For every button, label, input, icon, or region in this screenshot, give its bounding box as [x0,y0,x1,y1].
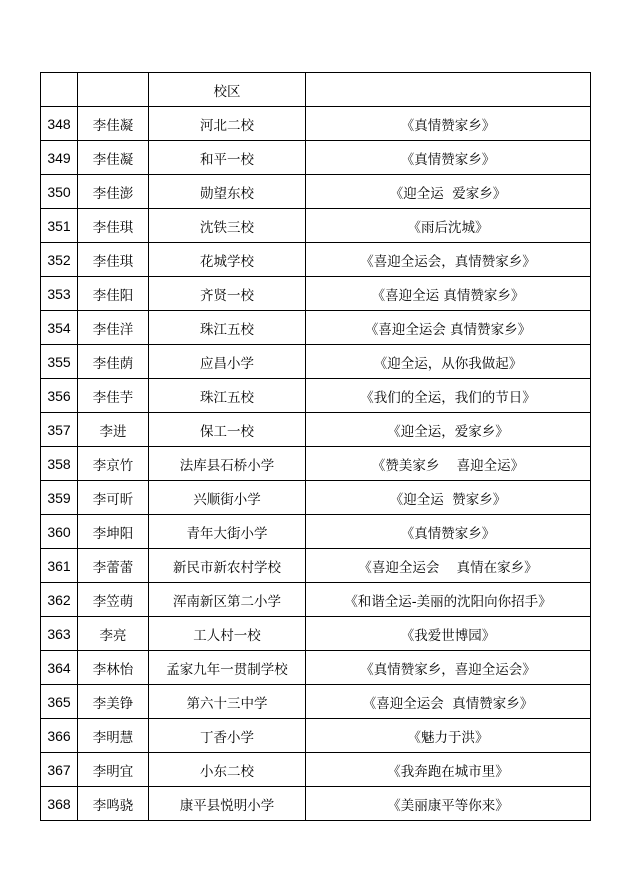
entry-title: 《魅力于洪》 [306,719,591,753]
student-name: 李鸣骁 [78,787,149,821]
entry-title: 《喜迎全运会，真情赞家乡》 [306,243,591,277]
student-name: 李明宜 [78,753,149,787]
school-name: 工人村一校 [149,617,306,651]
row-number: 359 [41,481,78,515]
student-name: 李亮 [78,617,149,651]
row-number: 364 [41,651,78,685]
student-name: 李佳凝 [78,141,149,175]
header-no [41,73,78,107]
table-row [41,515,591,549]
school-name: 珠江五校 [149,311,306,345]
school-name: 保工一校 [149,413,306,447]
school-name: 小东二校 [149,753,306,787]
entry-title: 《喜迎全运 真情赞家乡》 [306,277,591,311]
table-row [41,583,591,617]
student-name: 李坤阳 [78,515,149,549]
row-number: 351 [41,209,78,243]
row-number: 360 [41,515,78,549]
entry-title: 《真情赞家乡》 [306,515,591,549]
header-name [78,73,149,107]
school-name: 青年大街小学 [149,515,306,549]
row-number: 357 [41,413,78,447]
student-name: 李美铮 [78,685,149,719]
table-row [41,719,591,753]
table-row [41,379,591,413]
entries-table [40,72,591,821]
entry-title: 《迎全运 爱家乡》 [306,175,591,209]
student-name: 李林怡 [78,651,149,685]
school-name: 法库县石桥小学 [149,447,306,481]
table-row [41,481,591,515]
entry-title: 《美丽康平等你来》 [306,787,591,821]
table-row [41,209,591,243]
school-name: 浑南新区第二小学 [149,583,306,617]
header-school: 校区 [149,73,306,107]
student-name: 李佳洋 [78,311,149,345]
student-name: 李蕾蕾 [78,549,149,583]
entry-title: 《我们的全运，我们的节日》 [306,379,591,413]
row-number: 362 [41,583,78,617]
entry-title: 《喜迎全运会 真情赞家乡》 [306,685,591,719]
table-row [41,617,591,651]
row-number: 350 [41,175,78,209]
table-row [41,107,591,141]
entry-title: 《真情赞家乡，喜迎全运会》 [306,651,591,685]
entry-title: 《我奔跑在城市里》 [306,753,591,787]
row-number: 363 [41,617,78,651]
entry-title: 《迎全运 赞家乡》 [306,481,591,515]
student-name: 李佳琪 [78,243,149,277]
table-row [41,549,591,583]
student-name: 李笠萌 [78,583,149,617]
row-number: 353 [41,277,78,311]
school-name: 花城学校 [149,243,306,277]
header-title [306,73,591,107]
row-number: 352 [41,243,78,277]
row-number: 365 [41,685,78,719]
table-row [41,651,591,685]
table-row [41,141,591,175]
school-name: 第六十三中学 [149,685,306,719]
school-name: 河北二校 [149,107,306,141]
table-row [41,311,591,345]
school-name: 勋望东校 [149,175,306,209]
school-name: 应昌小学 [149,345,306,379]
entry-title: 《喜迎全运会 真情赞家乡》 [306,311,591,345]
header-row [41,73,591,107]
entry-title: 《真情赞家乡》 [306,141,591,175]
entry-title: 《我爱世博园》 [306,617,591,651]
row-number: 348 [41,107,78,141]
entry-title: 《真情赞家乡》 [306,107,591,141]
school-name: 沈铁三校 [149,209,306,243]
school-name: 和平一校 [149,141,306,175]
entry-title: 《迎全运，从你我做起》 [306,345,591,379]
table-row [41,175,591,209]
table-row [41,685,591,719]
student-name: 李佳芋 [78,379,149,413]
entry-title: 《和谐全运-美丽的沈阳向你招手》 [306,583,591,617]
table-row [41,753,591,787]
student-name: 李佳荫 [78,345,149,379]
student-name: 李可昕 [78,481,149,515]
row-number: 368 [41,787,78,821]
row-number: 361 [41,549,78,583]
row-number: 356 [41,379,78,413]
row-number: 366 [41,719,78,753]
student-name: 李明慧 [78,719,149,753]
school-name: 齐贤一校 [149,277,306,311]
row-number: 367 [41,753,78,787]
school-name: 孟家九年一贯制学校 [149,651,306,685]
student-name: 李佳琪 [78,209,149,243]
table-row [41,243,591,277]
table-row [41,447,591,481]
entry-title: 《雨后沈城》 [306,209,591,243]
school-name: 丁香小学 [149,719,306,753]
student-name: 李进 [78,413,149,447]
entry-title: 《迎全运，爱家乡》 [306,413,591,447]
school-name: 康平县悦明小学 [149,787,306,821]
school-name: 珠江五校 [149,379,306,413]
table-row [41,787,591,821]
school-name: 新民市新农村学校 [149,549,306,583]
table-row [41,413,591,447]
student-name: 李京竹 [78,447,149,481]
row-number: 355 [41,345,78,379]
entry-title: 《赞美家乡 喜迎全运》 [306,447,591,481]
row-number: 358 [41,447,78,481]
student-name: 李佳澎 [78,175,149,209]
row-number: 354 [41,311,78,345]
student-name: 李佳凝 [78,107,149,141]
table-row [41,345,591,379]
table-row [41,277,591,311]
school-name: 兴顺街小学 [149,481,306,515]
entry-title: 《喜迎全运会 真情在家乡》 [306,549,591,583]
student-name: 李佳阳 [78,277,149,311]
row-number: 349 [41,141,78,175]
